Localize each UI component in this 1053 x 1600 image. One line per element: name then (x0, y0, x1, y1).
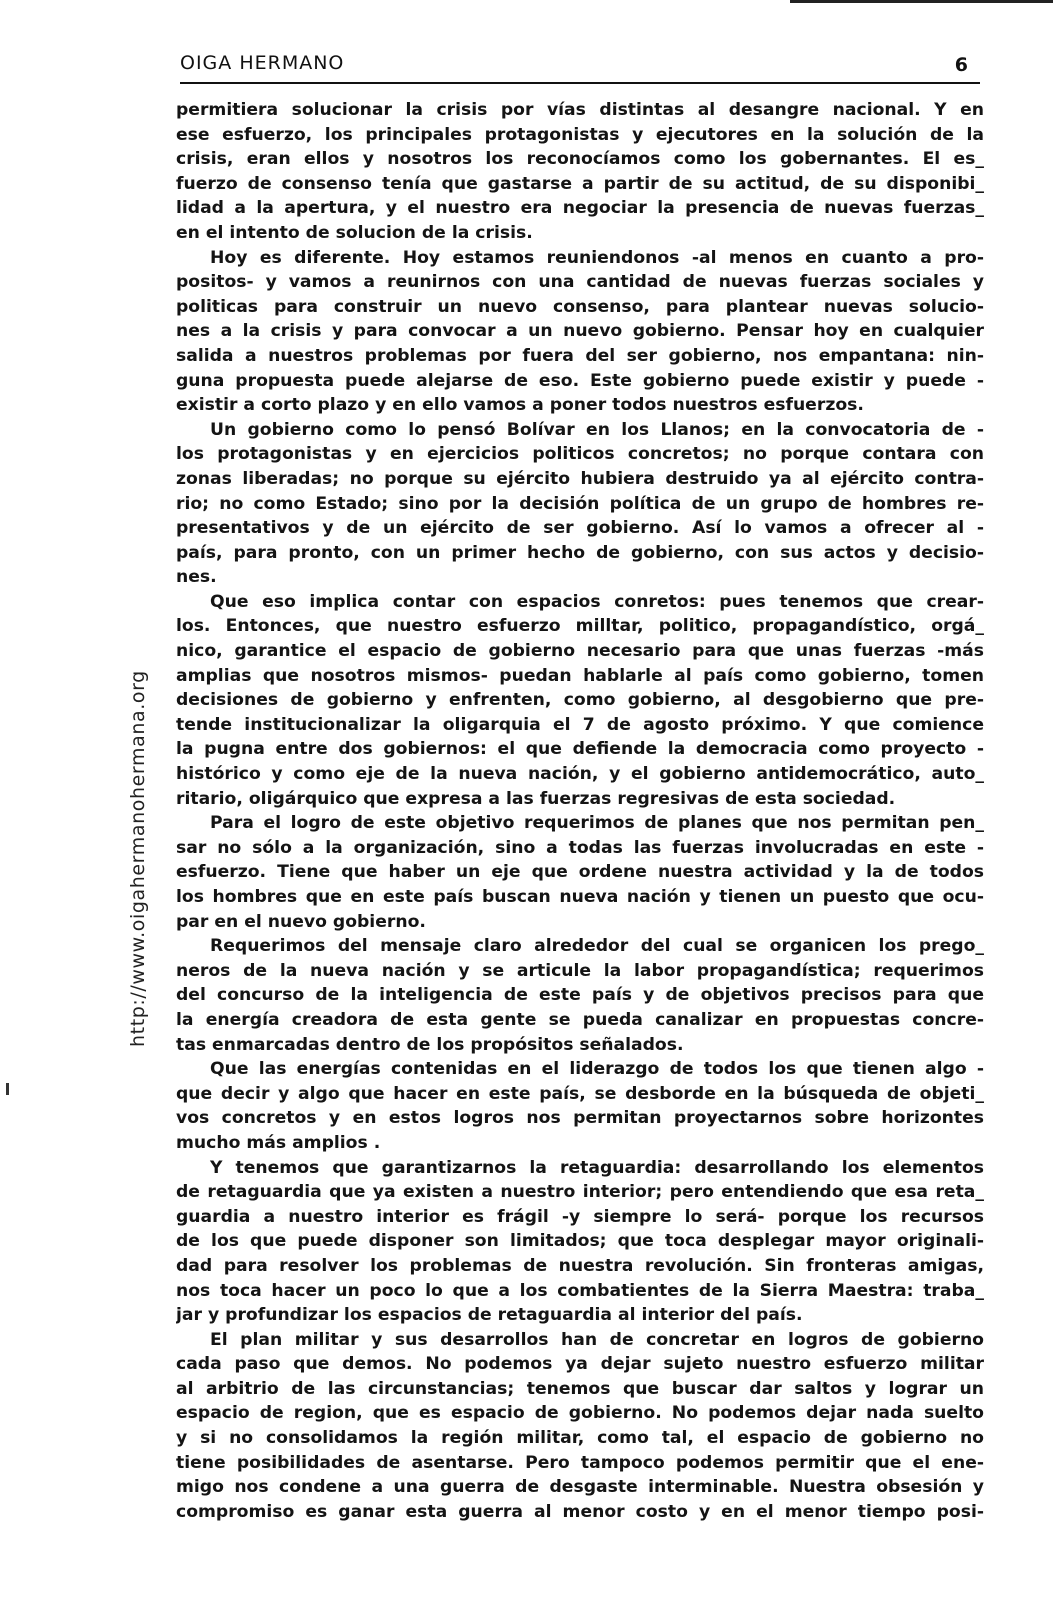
text-line: rio; no como Estado; sino por la decisión política de un grupo de hombres re- (176, 493, 984, 514)
text-line: nos toca hacer un poco lo que a los combatientes de la Sierra Maestra: traba_ (176, 1280, 984, 1301)
text-line: al arbitrio de las circunstancias; tenemos que buscar dar saltos y lograr un (176, 1378, 984, 1399)
margin-mark (6, 1083, 9, 1095)
text-line: Un gobierno como lo pensó Bolívar en los Llanos; en la convocatoria de - (210, 419, 984, 440)
text-line: en el intento de solucion de la crisis. (176, 222, 533, 243)
text-line: los. Entonces, que nuestro esfuerzo milltar, politico, propagandístico, orgá_ (176, 616, 984, 637)
text-line: politicas para construir un nuevo consenso, para plantear nuevas solucio- (176, 296, 984, 317)
text-line: de retaguardia que ya existen a nuestro interior; pero entendiendo que esa reta_ (176, 1182, 984, 1203)
text-line: tiene posibilidades de asentarse. Pero tampoco podemos permitir que el ene- (176, 1452, 984, 1473)
text-line: la energía creadora de esta gente se pueda canalizar en propuestas concre- (176, 1009, 984, 1030)
text-line: jar y profundizar los espacios de retaguardia al interior del país. (176, 1305, 803, 1326)
document-body (176, 98, 984, 1524)
text-line: Requerimos del mensaje claro alrededor del cual se organicen los prego_ (210, 936, 984, 957)
text-line: tas enmarcadas dentro de los propósitos señalados. (176, 1034, 684, 1055)
text-line: que decir y algo que hacer en este país, se desborde en la búsqueda de objeti_ (176, 1083, 984, 1104)
text-line: Hoy es diferente. Hoy estamos reuniendonos -al menos en cuanto a pro- (210, 247, 984, 268)
text-line: migo nos condene a una guerra de desgaste interminable. Nuestra obsesión y (176, 1477, 984, 1498)
text-line: guna propuesta puede alejarse de eso. Este gobierno puede existir y puede - (176, 370, 984, 391)
text-line: vos concretos y en estos logros nos permitan proyectarnos sobre horizontes (176, 1108, 984, 1129)
text-line: lidad a la apertura, y el nuestro era negociar la presencia de nuevas fuerzas_ (176, 198, 984, 219)
text-line: país, para pronto, con un primer hecho de gobierno, con sus actos y decisio- (176, 542, 984, 563)
text-line: Que eso implica contar con espacios conretos: pues tenemos que crear- (210, 591, 984, 612)
text-line: histórico y como eje de la nueva nación, y el gobierno antidemocrático, auto_ (176, 764, 984, 785)
text-line: fuerzo de consenso tenía que gastarse a partir de su actitud, de su disponibi_ (176, 173, 984, 194)
text-line: los hombres que en este país buscan nueva nación y tienen un puesto que ocu- (176, 887, 984, 907)
text-line: presentativos y de un ejército de ser gobierno. Así lo vamos a ofrecer al - (176, 518, 984, 539)
text-line: nes. (176, 567, 217, 588)
text-line: zonas liberadas; no porque su ejército hubiera destruido ya al ejército contra- (176, 468, 984, 489)
text-line: compromiso es ganar esta guerra al menor costo y en el menor tiempo posi- (176, 1501, 984, 1522)
text-line: esfuerzo. Tiene que haber un eje que ordene nuestra actividad y la de todos (176, 862, 984, 883)
watermark-url: http://www.oigahermanohermana.org (127, 670, 149, 1047)
text-line: nes a la crisis y para convocar a un nuevo gobierno. Pensar hoy en cualquier (176, 321, 984, 342)
text-line: guardia a nuestro interior es frágil -y siempre lo será- porque los recursos (176, 1206, 984, 1227)
text-line: permitiera solucionar la crisis por vías distintas al desangre nacional. Y en (176, 100, 984, 120)
text-line: existir a corto plazo y en ello vamos a poner todos nuestros esfuerzos. (176, 395, 864, 416)
text-line: Y tenemos que garantizarnos la retaguardia: desarrollando los elementos (210, 1157, 984, 1178)
text-line: El plan militar y sus desarrollos han de concretar en logros de gobierno (210, 1329, 984, 1350)
text-line: y si no consolidamos la región militar, como tal, el espacio de gobierno no (176, 1428, 984, 1449)
text-line: tende institucionalizar la oligarquia el 7 de agosto próximo. Y que comience (176, 714, 984, 735)
text-line: nico, garantice el espacio de gobierno necesario para que unas fuerzas -más (176, 641, 984, 662)
text-line: salida a nuestros problemas por fuera del ser gobierno, nos empantana: nin- (176, 345, 984, 366)
text-line: ritario, oligárquico que expresa a las fuerzas regresivas de esta sociedad. (176, 788, 896, 809)
text-line: positos- y vamos a reunirnos con una cantidad de nuevas fuerzas sociales y (176, 272, 984, 293)
text-line: decisiones de gobierno y enfrenten, como gobierno, al desgobierno que pre- (176, 690, 984, 711)
text-line: de los que puede disponer son limitados; que toca desplegar mayor originali- (176, 1231, 984, 1252)
text-line: del concurso de la inteligencia de este país y de objetivos precisos para que (176, 985, 984, 1006)
text-line: crisis, eran ellos y nosotros los reconocíamos como los gobernantes. El es_ (176, 149, 984, 170)
page-number: 6 (954, 54, 968, 76)
text-line: ese esfuerzo, los principales protagonistas y ejecutores en la solución de la (176, 124, 984, 145)
top-rule (790, 0, 1053, 3)
text-line: sar no sólo a la organización, sino a todas las fuerzas involucradas en este - (176, 837, 984, 858)
text-line: dad para resolver los problemas de nuestra revolución. Sin fronteras amigas, (176, 1255, 984, 1276)
page-header (180, 52, 980, 84)
text-line: amplias que nosotros mismos- puedan hablarle al país como gobierno, tomen (176, 665, 984, 686)
text-line: mucho más amplios . (176, 1132, 381, 1153)
text-line: los protagonistas y en ejercicios politicos concretos; no porque contara con (176, 444, 984, 465)
text-line: la pugna entre dos gobiernos: el que defiende la democracia como proyecto - (176, 739, 984, 760)
text-line: par en el nuevo gobierno. (176, 911, 426, 932)
text-line: espacio de region, que es espacio de gobierno. No podemos dejar nada suelto (176, 1403, 984, 1424)
text-line: neros de la nueva nación y se articule la labor propagandística; requerimos (176, 960, 984, 981)
text-line: cada paso que demos. No podemos ya dejar sujeto nuestro esfuerzo militar (176, 1354, 984, 1375)
text-line: Que las energías contenidas en el liderazgo de todos los que tienen algo - (210, 1059, 984, 1080)
text-line: Para el logro de este objetivo requerimos de planes que nos permitan pen_ (210, 813, 984, 834)
document-title: OIGA HERMANO (180, 52, 345, 74)
